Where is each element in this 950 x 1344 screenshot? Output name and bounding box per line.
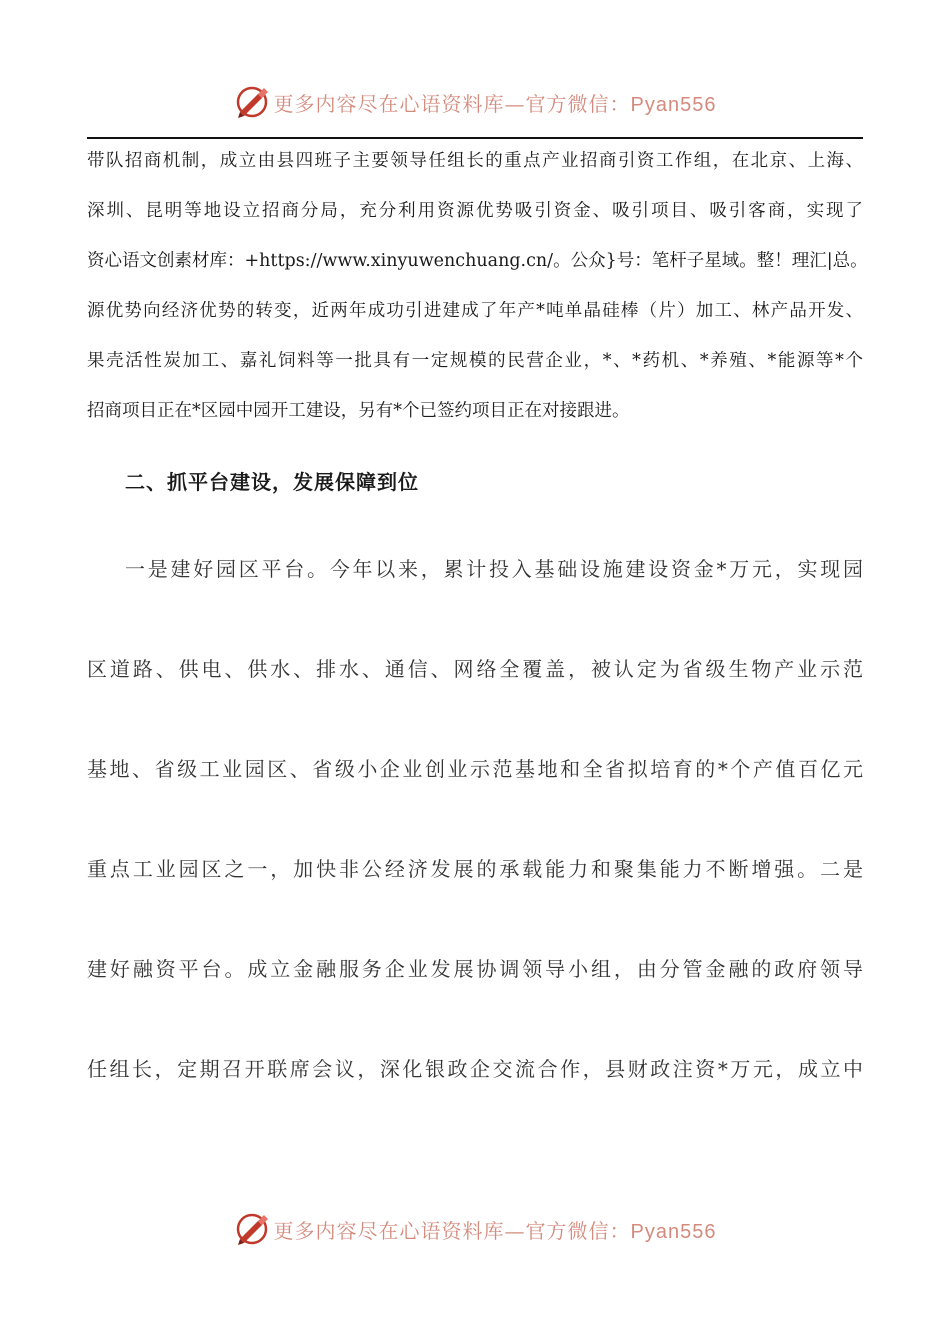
pen-logo-icon: [234, 84, 270, 120]
banner-dash: —: [504, 91, 526, 116]
paragraph-2: [87, 547, 863, 1147]
text-line: 重点工业园区之一，加快非公经济发展的承载能力和聚集能力不断增强。二是: [87, 857, 863, 881]
banner-title: 更多内容尽在心语资料库: [273, 1218, 505, 1243]
text-line: 招商项目正在*区园中园开工建设，另有*个已签约项目正在对接跟进。: [87, 401, 630, 421]
banner-wechat-id: Pyan556: [630, 1220, 717, 1243]
text-line: 区道路、供电、供水、排水、通信、网络全覆盖，被认定为省级生物产业示范: [87, 657, 863, 681]
text-line: 深圳、昆明等地设立招商分局，充分利用资源优势吸引资金、吸引项目、吸引客商，实现了: [87, 201, 863, 221]
pen-logo-icon: [234, 1211, 270, 1247]
text-line: 基地、省级工业园区、省级小企业创业示范基地和全省拟培育的*个产值百亿元: [87, 757, 863, 781]
footer-banner: [0, 1209, 950, 1249]
header-rule: [87, 137, 863, 139]
banner-title: 更多内容尽在心语资料库: [273, 91, 505, 116]
paragraph-1: [87, 143, 877, 443]
banner-text: [274, 88, 717, 117]
banner-wechat-label: 官方微信：: [525, 91, 631, 116]
banner-wechat-id: Pyan556: [630, 93, 717, 116]
text-line: 源优势向经济优势的转变，近两年成功引进建成了年产*吨单晶硅棒（片）加工、林产品开发、: [87, 301, 863, 321]
text-line: 果壳活性炭加工、嘉礼饲料等一批具有一定规模的民营企业，*、*药机、*养殖、*能源等*个: [87, 351, 863, 371]
banner-dash: —: [504, 1218, 526, 1243]
text-line: 带队招商机制，成立由县四班子主要领导任组长的重点产业招商引资工作组，在北京、上海、: [87, 151, 863, 171]
text-line: 建好融资平台。成立金融服务企业发展协调领导小组，由分管金融的政府领导: [87, 957, 863, 981]
header-banner: [0, 82, 950, 122]
text-line: 任组长，定期召开联席会议，深化银政企交流合作，县财政注资*万元，成立中: [87, 1057, 863, 1081]
section-heading: 二、抓平台建设，发展保障到位: [125, 470, 419, 494]
banner-wechat-label: 官方微信：: [525, 1218, 631, 1243]
banner-text: [274, 1215, 717, 1244]
text-line: 一是建好园区平台。今年以来，累计投入基础设施建设资金*万元，实现园: [125, 557, 863, 581]
text-line: 资心语文创素材库：+https://www.xinyuwenchuang.cn/。公众}号：笔杆子星域。整！理汇|总。: [87, 251, 868, 271]
